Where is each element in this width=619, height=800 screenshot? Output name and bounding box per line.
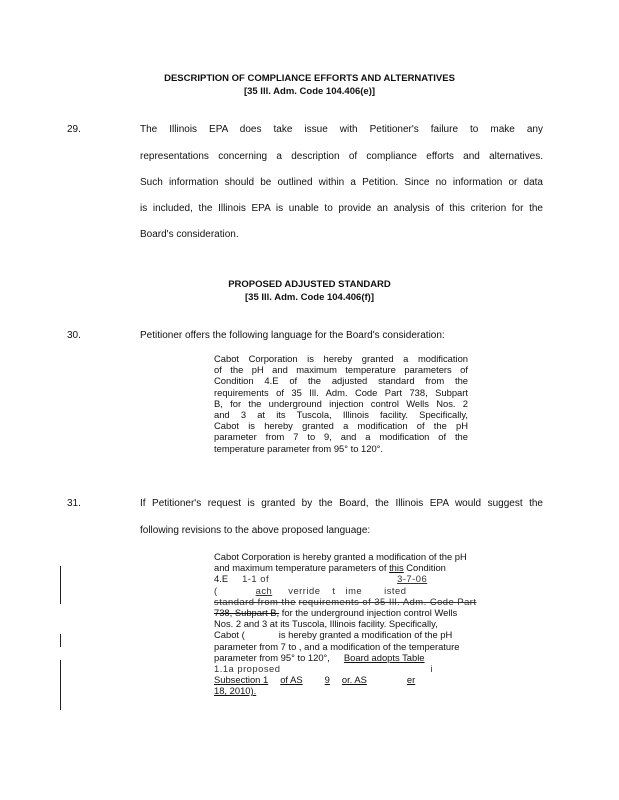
inserted-text: 18, 2010). [214,685,257,697]
paragraph-number-29: 29. [67,124,81,135]
revised-text: parameter from 7 to , and a modification of the temperature [214,640,460,652]
paragraph-line: If Petitioner's request is granted by the Board, the Illinois EPA would suggest the [140,498,543,509]
paragraph-line: representations concerning a description of compliance efforts and alternatives. [140,151,543,162]
revision-change-bar [60,634,61,647]
inserted-text: er [406,674,416,686]
quote-line: of the pH and maximum temperature parameters of [214,364,468,376]
inserted-text: i [430,662,434,674]
revised-line [214,685,486,696]
quote-line: parameter from 7 to 9, and a modification of the [214,431,468,443]
revised-line [214,652,486,663]
revised-line [214,663,486,674]
deleted-text: requirements of 35 Ill. Adm. Code Part [298,595,477,607]
quote-line: Condition 4.E of the adjusted standard from the [214,375,468,387]
paragraph-line: Board's consideration. [140,229,239,240]
revised-line [214,618,486,629]
inserted-text: 3-7-06 [397,573,428,585]
revised-text: parameter from 95° to 120°, [214,651,330,663]
revised-text: and maximum temperature parameters of [214,562,390,574]
quote-line: B, for the underground injection control Wells Nos. 2 [214,397,468,409]
revised-line [214,551,486,562]
paragraph-number-31: 31. [67,498,81,509]
paragraph-line: following revisions to the above proposed language: [140,525,371,536]
revised-line [214,607,486,618]
inserted-text: 1.1a proposed [214,662,281,674]
revised-line [214,641,486,652]
section-citation-compliance: [35 Ill. Adm. Code 104.406(e)] [243,86,376,97]
revised-text: Cabot Corporation is hereby granted a modification of the pH [214,551,467,562]
quote-line: temperature parameter from 95° to 120°. [214,442,384,454]
revised-line [214,562,486,573]
revision-change-bar [60,566,61,604]
inserted-text: t [332,584,336,596]
revised-text: ( [214,584,218,596]
inserted-text: or. AS [341,674,367,686]
inserted-text: 1-1 of [242,573,270,585]
revised-language-quote [214,551,486,696]
revised-line [214,573,486,584]
revision-change-bar [60,660,61,710]
inserted-text: Board adopts Table [343,651,425,663]
proposed-language-quote [214,353,468,454]
revised-text: Nos. 2 and 3 at its Tuscola, Illinois facility. Specifically, [214,618,438,630]
revised-text: 4.E [214,573,229,585]
revised-text: is hereby granted a modification of the pH [278,629,453,641]
revised-text: for the underground injection control Wells [279,606,458,618]
section-heading-proposed: PROPOSED ADJUSTED STANDARD [228,279,391,290]
inserted-text: verride [288,584,321,596]
revised-line [214,629,486,640]
quote-line: Cabot Corporation is hereby granted a modification [214,353,468,364]
inserted-text: Subsection 1 [214,674,269,686]
paragraph-line: The Illinois EPA does take issue with Petitioner's failure to make any [140,124,543,135]
paragraph-line: Petitioner offers the following language for the Board's consideration: [140,330,445,341]
quote-line: requirements of 35 Ill. Adm. Code Part 738, Subpart [214,386,468,398]
revised-text: Condition [403,562,446,574]
quote-line: Cabot is hereby granted a modification of the pH [214,420,468,432]
inserted-text: this [389,562,404,574]
inserted-text: ime [345,584,363,596]
inserted-text: isted [384,584,407,596]
paragraph-line: Such information should be outlined within a Petition. Since no information or data [140,177,543,188]
revised-line [214,674,486,685]
inserted-text: 9 [324,674,330,686]
revised-line [214,596,486,607]
revised-line [214,585,486,596]
deleted-text: standard from the [214,595,296,607]
section-citation-proposed: [35 Ill. Adm. Code 104.406(f)] [245,292,374,303]
inserted-text: ach [255,584,273,596]
revised-text: Cabot ( [214,629,245,641]
deleted-text: 738, Subpart B, [214,606,280,618]
quote-line: and 3 at its Tuscola, Illinois facility. Specifically, [214,408,468,420]
section-heading-compliance: DESCRIPTION OF COMPLIANCE EFFORTS AND ALTERNATIVES [164,73,455,84]
paragraph-number-30: 30. [67,330,81,341]
inserted-text: of AS [280,674,303,686]
paragraph-line: is included, the Illinois EPA is unable to provide an analysis of this criterion for the [140,203,543,214]
